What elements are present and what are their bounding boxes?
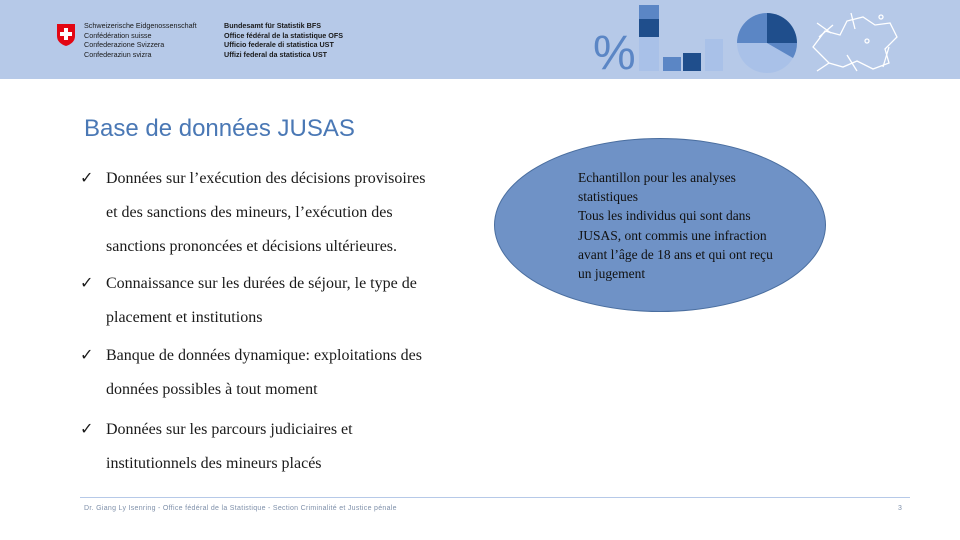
confederation-names [84,21,197,59]
bullet-item [80,339,480,407]
footer-text: Dr. Giang Ly Isenring - Office fédéral de la Statistique - Section Criminalité et Justice pénale [84,505,397,512]
checkmark-icon: ✓ [80,421,94,438]
office-name-de: Bundesamt für Statistik BFS [224,21,322,30]
office-names [224,21,343,59]
callout-line: Tous les individus qui sont dans [578,208,751,224]
callout-line: statistiques [578,189,638,205]
switzerland-map-icon [813,13,897,71]
office-name-fr: Office fédéral de la statistique OFS [224,30,344,40]
bar-chart-icon [639,5,723,71]
country-name-rm: Confederaziun svizra [84,49,152,59]
swiss-coat-of-arms-icon [57,24,75,46]
bullet-item [80,267,480,335]
office-name-rm: Uffizi federal da statistica UST [224,49,328,59]
callout-text [578,168,828,283]
bullet-line: placement et institutions [106,309,263,326]
office-name-it: Ufficio federale di statistica UST [224,40,334,50]
bullet-item [80,162,480,264]
checkmark-icon: ✓ [80,170,94,187]
bullet-line: institutionnels des mineurs placés [106,455,322,472]
statistics-decoration [585,5,905,77]
country-name-fr: Confédération suisse [84,30,152,40]
bullet-item [80,413,480,481]
bullet-line: Banque de données dynamique: exploitations des [106,347,422,364]
callout-line: JUSAS, ont commis une infraction [578,227,767,243]
checkmark-icon: ✓ [80,275,94,292]
page-number: 3 [898,505,902,512]
bullet-list [80,162,480,481]
pie-chart-icon [737,13,797,73]
slide-title: Base de données JUSAS [84,115,355,142]
country-name-it: Confederazione Svizzera [84,40,165,50]
callout-line: Echantillon pour les analyses [578,170,736,185]
callout-line: un jugement [578,266,646,282]
checkmark-icon: ✓ [80,347,94,364]
percent-symbol-icon: % [593,27,636,77]
bullet-line: et des sanctions des mineurs, l’exécution des [106,204,393,221]
bullet-line: Données sur l’exécution des décisions provisoires [106,170,426,187]
bullet-line: Données sur les parcours judiciaires et [106,421,353,438]
country-name-de: Schweizerische Eidgenossenschaft [84,21,197,30]
bullet-line: Connaissance sur les durées de séjour, le type de [106,275,417,292]
bullet-line: sanctions prononcées et décisions ultérieures. [106,238,398,255]
bullet-line: données possibles à tout moment [106,381,318,398]
footer-divider [80,497,910,498]
callout-line: avant l’âge de 18 ans et qui ont reçu [578,246,773,262]
header-banner [0,0,960,79]
